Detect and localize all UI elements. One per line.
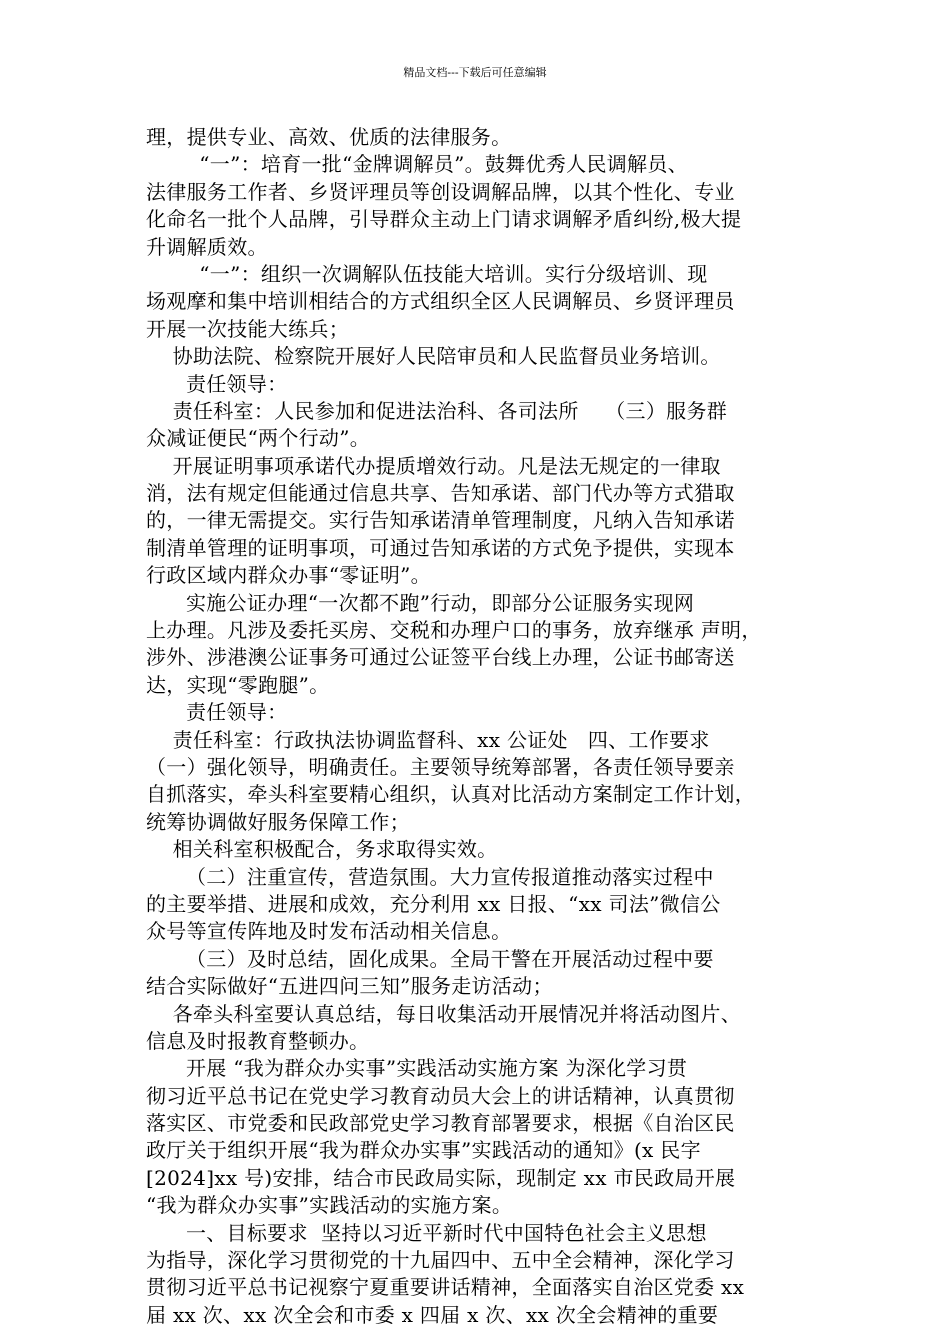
text-line: 场观摩和集中培训相结合的方式组织全区人民调解员、乡贤评理员 [146,289,735,314]
text-line: 理，提供专业、高效、优质的法律服务。 [146,125,512,149]
text-line: 自抓落实，牵头科室要精心组织，认真对比活动方案制定工作计划， [146,782,755,807]
text-line: 众减证便民“两个行动”。 [146,426,371,451]
page-header: 精品文档---下载后可任意编辑 [403,66,547,79]
text-line: 一、目标要求 坚持以习近平新时代中国特色社会主义思想 [146,1220,707,1245]
text-line: 升调解质效。 [146,234,268,259]
text-line: 开展 “我为群众办实事”实践活动实施方案 为深化学习贯 [146,1056,688,1081]
text-line: 落实区、市党委和民政部党史学习教育部署要求，根据《自治区民 [146,1111,735,1136]
text-line: 彻习近平总书记在党史学习教育动员大会上的讲话精神，认真贯彻 [146,1083,735,1108]
text-line: 责任领导： [146,371,288,396]
text-line: 责任领导： [146,700,288,725]
text-line: 相关科室积极配合，务求取得实效。 [146,837,498,862]
text-line: 信息及时报教育整顿办。 [146,1028,370,1053]
text-line: 统筹协调做好服务保障工作； [146,809,410,834]
text-line: 制清单管理的证明事项，可通过告知承诺的方式免予提供，实现本 [146,535,735,560]
text-line: 的，一律无需提交。实行告知承诺清单管理制度，凡纳入告知承诺 [146,508,735,533]
text-line: 涉外、涉港澳公证事务可通过公证签平台线上办理，公证书邮寄送 [146,645,735,670]
text-line: [2024]xx 号)安排，结合市民政局实际，现制定 xx 市民政局开展 [146,1165,736,1190]
text-line: “我为群众办实事”实践活动的实施方案。 [146,1193,513,1218]
text-line: 实施公证办理“一次都不跑”行动，即部分公证服务实现网 [146,590,695,615]
text-line: 贯彻习近平总书记视察宁夏重要讲话精神，全面落实自治区党委 xx [146,1275,745,1300]
text-line: 协助法院、检察院开展好人民陪审员和人民监督员业务培训。 [146,344,721,369]
text-line: “一”：培育一批“金牌调解员”。鼓舞优秀人民调解员、 [146,152,688,177]
text-line: 政厅关于组织开展“我为群众办实事”实践活动的通知》(x 民字 [146,1138,701,1163]
text-line: 达，实现“零跑腿”。 [146,672,330,697]
text-line: （二）注重宣传，营造氛围。大力宣传报道推动落实过程中 [146,864,714,889]
text-line: 化命名一批个人品牌，引导群众主动上门请求调解矛盾纠纷,极大提 [146,207,742,232]
text-line: 届 xx 次、xx 次全会和市委 x 四届 x 次、xx 次全会精神的重要 [146,1302,719,1327]
text-line: 结合实际做好“五进四问三知”服务走访活动； [146,974,553,999]
text-line: 开展一次技能大练兵； [146,316,349,341]
text-line: （一）强化领导，明确责任。主要领导统筹部署，各责任领导要亲 [146,754,735,779]
document-body [146,124,806,1329]
text-line: 上办理。凡涉及委托买房、交税和办理户口的事务，放弃继承 声明， [146,618,762,643]
text-line: （三）及时总结，固化成果。全局干警在开展活动过程中要 [146,946,714,971]
text-line: 开展证明事项承诺代办提质增效行动。凡是法无规定的一律取 [146,453,721,478]
text-line: 责任科室：人民参加和促进法治科、各司法所 （三）服务群 [146,398,728,423]
text-line: 消，法有规定但能通过信息共享、告知承诺、部门代办等方式猎取 [146,481,735,506]
text-line: 各牵头科室要认真总结，每日收集活动开展情况并将活动图片、 [146,1001,742,1026]
text-line: 的主要举措、进展和成效，充分利用 xx 日报、“xx 司法”微信公 [146,891,721,916]
text-line: 责任科室：行政执法协调监督科、xx 公证处 四、工作要求 [146,727,710,752]
text-line: 法律服务工作者、乡贤评理员等创设调解品牌，以其个性化、专业 [146,179,735,204]
text-line: “一”：组织一次调解队伍技能大培训。实行分级培训、现 [146,261,708,286]
text-line: 行政区域内群众办事“零证明”。 [146,563,431,588]
text-line: 众号等宣传阵地及时发布活动相关信息。 [146,919,512,944]
text-line: 为指导，深化学习贯彻党的十九届四中、五中全会精神，深化学习 [146,1248,735,1273]
